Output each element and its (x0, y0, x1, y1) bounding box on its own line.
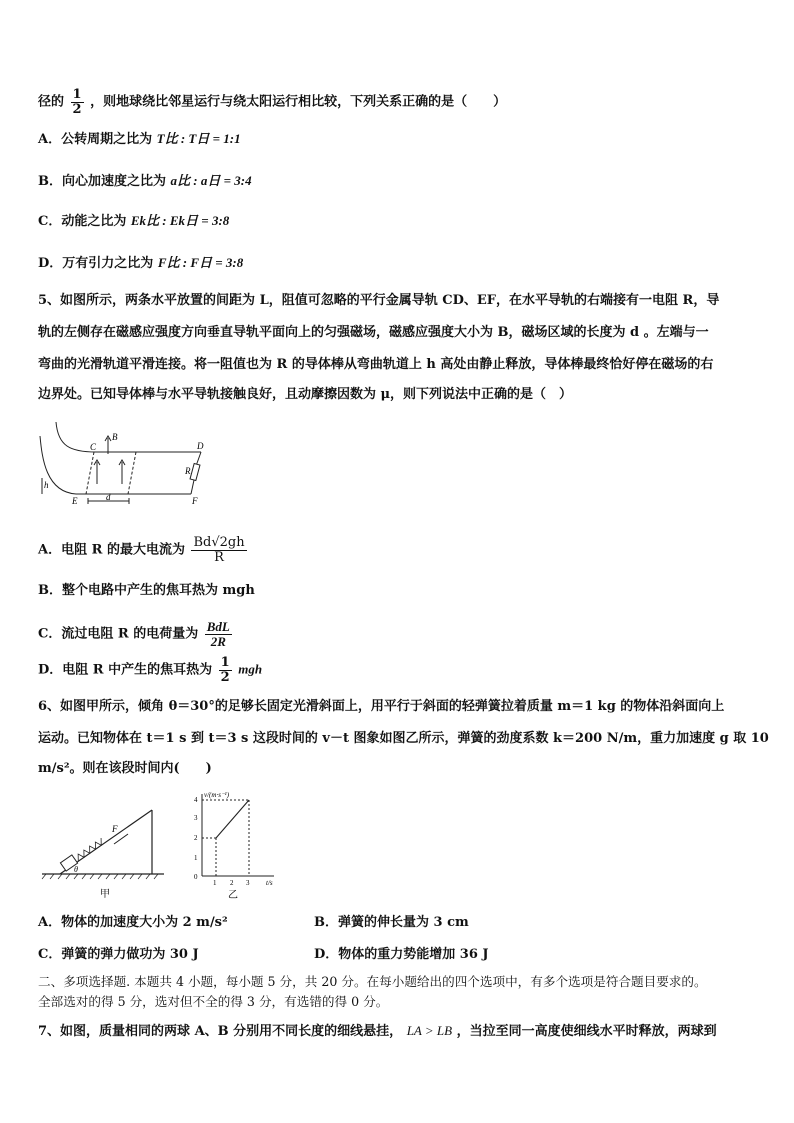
q5-label-f: F (192, 496, 198, 506)
q6-line-1: 6、如图甲所示，倾角 θ＝30°的足够长固定光滑斜面上，用平行于斜面的轻弹簧拉着质量 m＝1 kg 的物体沿斜面向上 (38, 699, 725, 714)
q5-option-a-fraction (191, 536, 246, 564)
q6-ytick-4: 4 (194, 796, 198, 804)
q7-stem-pre: 7、如图，质量相同的两球 A、B 分别用不同长度的细线悬挂， (38, 1024, 403, 1039)
q5-option-d-tail: mgh (238, 661, 263, 677)
q4-option-d (38, 256, 243, 270)
q5-option-a-num: Bd√2gh (193, 535, 245, 550)
q7-formula: LA > LB (406, 1023, 453, 1038)
q6-option-a: A．物体的加速度大小为 2 m/s² (38, 915, 228, 930)
q5-field-right-boundary (128, 452, 136, 494)
q6-ytick-2: 2 (194, 834, 198, 842)
q5-label-d-point: D (197, 441, 204, 451)
q6-option-d: D．物体的重力势能增加 36 J (314, 947, 489, 962)
q4-option-a (38, 132, 241, 146)
q5-label-b: B (112, 432, 118, 442)
q6-theta-label: θ (74, 865, 78, 874)
q4-stem-post: ，则地球绕比邻星运行与绕太阳运行相比较，下列关系正确的是（ ） (90, 94, 507, 110)
q6-figure-jia-caption: 甲 (100, 889, 110, 900)
q5-option-d-fraction (219, 656, 232, 684)
q5-field-left-boundary (86, 452, 94, 494)
section2-line-1: 二、多项选择题. 本题共 4 小题，每小题 5 分，共 20 分。在每小题给出的四个选项中，有多个选项是符合题目要求的。 (38, 974, 707, 989)
q4-option-b-label: B．向心加速度之比为 (38, 174, 166, 189)
q4-option-d-label: D．万有引力之比为 (38, 256, 154, 271)
q5-option-d-num: 1 (220, 655, 230, 670)
q5-line-1: 5、如图所示，两条水平放置的间距为 L，阻值可忽略的平行金属导轨 CD、EF，在水平导轨的右端接有一电阻 R，导 (38, 293, 720, 308)
q6-spring (75, 838, 105, 861)
q5-rail-diagram (36, 418, 216, 508)
q6-ytick-0: 0 (194, 873, 198, 881)
q4-frac-den: 2 (72, 101, 82, 117)
q5-label-r: R (185, 466, 191, 476)
q5-right-end-bottom (191, 480, 194, 494)
q6-y-axis-label: v/(m·s⁻¹) (204, 791, 230, 799)
section2-line-2: 全部选对的得 5 分，选对但不全的得 3 分，有选错的得 0 分。 (38, 994, 389, 1009)
q6-ground-hatching (42, 874, 158, 879)
q4-option-b (38, 174, 252, 188)
q6-vt-graph (186, 788, 286, 900)
q4-stem (38, 88, 506, 116)
q6-line-2: 运动。已知物体在 t＝1 s 到 t＝3 s 这段时间的 v－t 图象如图乙所示，弹簧的劲度系数 k＝200 N/m，重力加速度 g 取 10 (38, 731, 769, 746)
q5-option-c (38, 620, 234, 648)
q7-stem-post: ，当拉至同一高度使细线水平时释放，两球到 (456, 1024, 717, 1039)
q5-option-c-label: C．流过电阻 R 的电荷量为 (38, 626, 199, 642)
q5-line-3: 弯曲的光滑轨道平滑连接。将一阻值也为 R 的导体棒从弯曲轨道上 h 高处由静止释放，导体棒最终恰好停在磁场的右 (38, 357, 714, 372)
q4-option-a-label: A．公转周期之比为 (38, 132, 153, 147)
q6-xtick-3: 3 (246, 879, 250, 887)
q5-option-a-den: R (214, 549, 224, 565)
q5-option-d-label: D．电阻 R 中产生的焦耳热为 (38, 662, 213, 678)
q5-resistor (190, 463, 200, 480)
q6-xtick-1: 1 (213, 879, 217, 887)
q4-fraction (71, 88, 84, 116)
q6-force-label: F (112, 824, 118, 834)
q6-ytick-3: 3 (194, 814, 198, 822)
q4-option-b-formula: a比 : a日 = 3:4 (170, 173, 252, 188)
q5-label-c: C (90, 442, 97, 452)
q5-line-2: 轨的左侧存在磁感应强度方向垂直导轨平面向上的匀强磁场，磁感应强度大小为 B，磁场区域的长度为 d 。左端与一 (38, 325, 709, 340)
q4-frac-num: 1 (72, 87, 82, 102)
q4-option-c (38, 214, 229, 228)
q5-line-4: 边界处。已知导体棒与水平导轨接触良好，且动摩擦因数为 μ，则下列说法中正确的是（ ） (38, 387, 573, 402)
q5-option-c-den: 2R (210, 633, 226, 649)
q5-option-b: B．整个电路中产生的焦耳热为 mgh (38, 583, 255, 598)
q5-label-h: h (44, 480, 49, 490)
q5-label-d-length: d (106, 492, 111, 502)
q6-x-axis-label: t/s (266, 879, 273, 887)
q5-option-c-fraction (205, 620, 232, 648)
q4-option-c-label: C．动能之比为 (38, 214, 127, 229)
q6-option-c: C．弹簧的弹力做功为 30 J (38, 947, 199, 962)
q5-option-a-label: A．电阻 R 的最大电流为 (38, 542, 185, 558)
q4-option-a-formula: T比 : T日 = 1:1 (156, 131, 241, 146)
q6-incline-diagram (40, 800, 170, 900)
q5-label-e: E (72, 496, 78, 506)
q6-ytick-1: 1 (194, 854, 198, 862)
q5-option-a (38, 536, 249, 564)
q6-line-3: m/s²。则在该段时间内( ) (38, 761, 212, 776)
q4-option-c-formula: Ek比 : Ek日 = 3:8 (130, 213, 230, 228)
q4-option-d-formula: F比 : F日 = 3:8 (157, 255, 244, 270)
q6-figure-yi-caption: 乙 (228, 890, 238, 900)
q6-vt-line (216, 800, 249, 838)
q7-stem (38, 1024, 717, 1038)
q5-option-d-den: 2 (220, 669, 230, 685)
q5-option-c-num: BdL (206, 619, 230, 634)
q5-option-d (38, 656, 262, 684)
q6-option-b: B．弹簧的伸长量为 3 cm (314, 915, 469, 930)
q4-stem-pre: 径的 (38, 94, 65, 110)
q6-xtick-2: 2 (230, 879, 234, 887)
